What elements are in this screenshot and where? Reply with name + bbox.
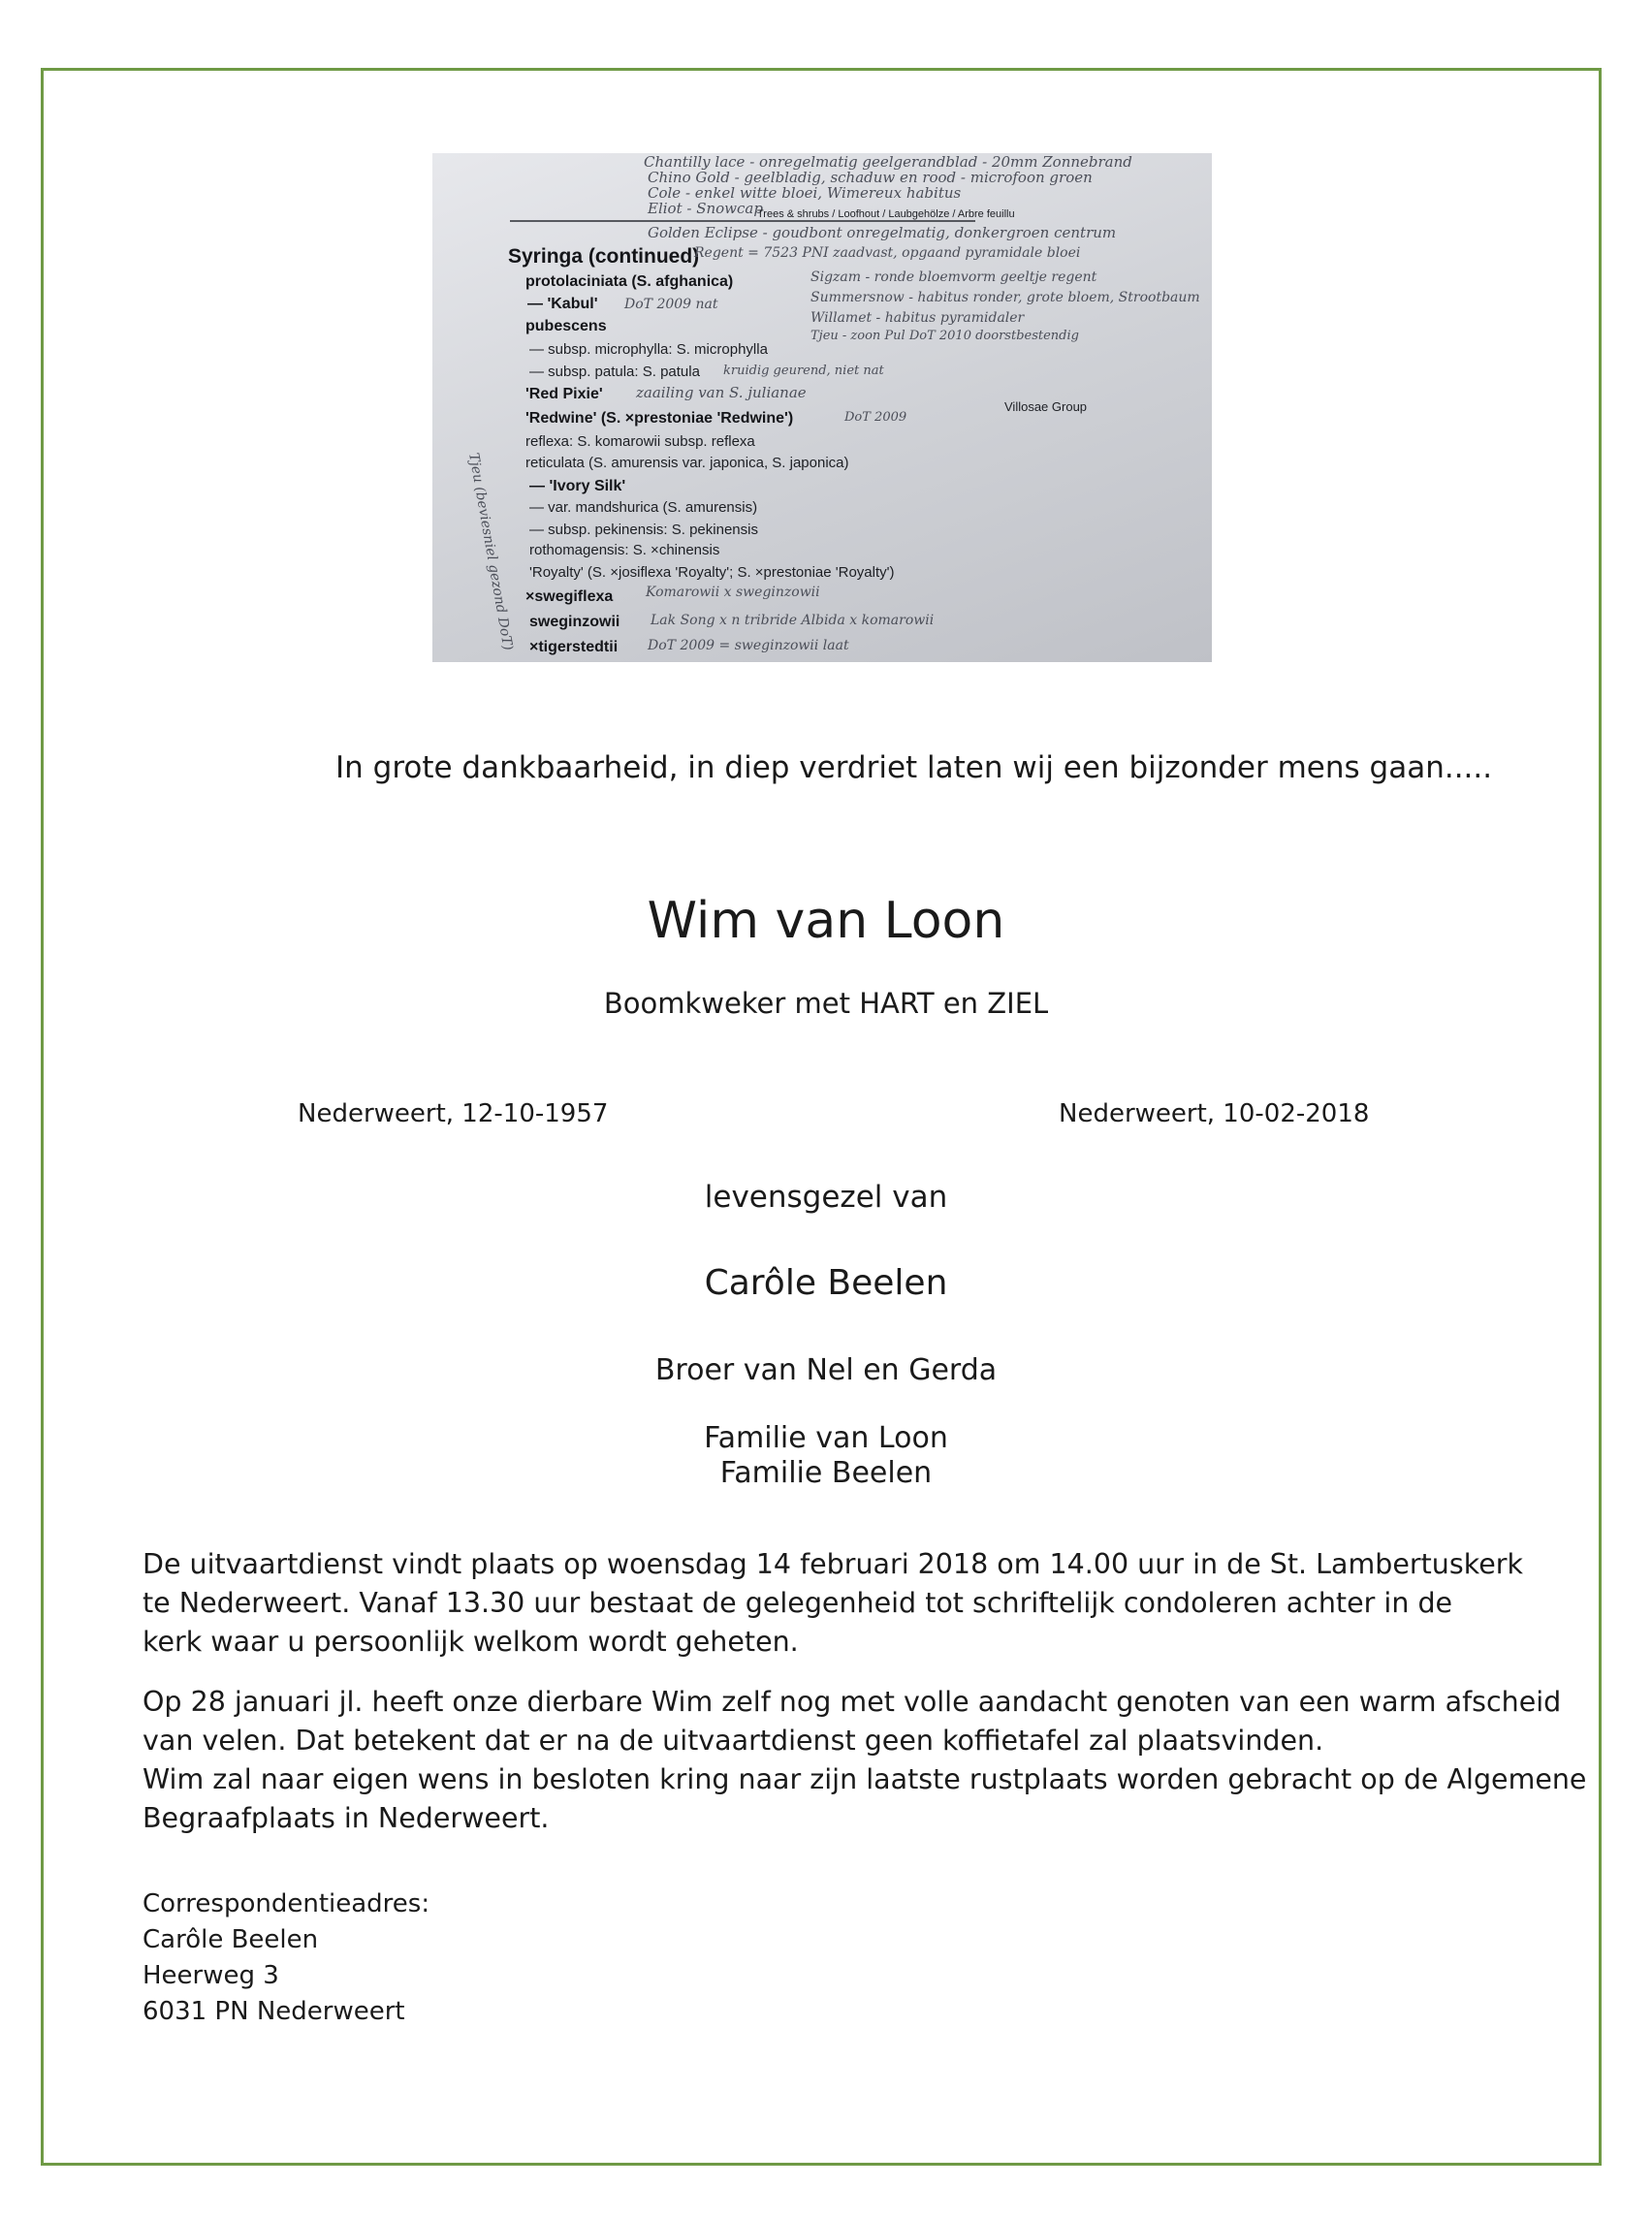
paragraph-line: kerk waar u persoonlijk welkom wordt geheten. <box>143 1626 799 1658</box>
photo-print-line: sweginzowii <box>529 614 620 630</box>
photo-print-line: 'Royalty' (S. ×josiflexa 'Royalty'; S. ×prestoniae 'Royalty') <box>529 564 895 581</box>
photo-handwriting-line: Cole - enkel witte bloei, Wimereux habitus <box>648 184 962 202</box>
photo-handwriting-line: Chino Gold - geelbladig, schaduw en rood - microfoon groen <box>648 169 1093 186</box>
photo-handwriting-line: Summersnow - habitus ronder, grote bloem, Strootbaum <box>810 290 1200 305</box>
photo-print-line: rothomagensis: S. ×chinensis <box>529 542 720 558</box>
farewell-paragraph <box>143 1683 1587 1838</box>
photo-print-group-label: Villosae Group <box>1004 399 1088 414</box>
photo-print-line: 'Red Pixie' <box>525 386 603 402</box>
photo-print-line: protolaciniata (S. afghanica) <box>525 273 734 290</box>
photo-handwriting-line: Lak Song x n tribride Albida x komarowii <box>651 613 935 628</box>
photo-handwriting-line: Eliot - Snowcap <box>648 200 763 217</box>
death-date: Nederweert, 10-02-2018 <box>1059 1099 1370 1128</box>
photo-handwriting-line: DoT 2009 = sweginzowii laat <box>648 638 849 653</box>
photo-handwriting-line: Regent = 7523 PNI zaadvast, opgaand pyramidale bloei <box>694 245 1081 261</box>
photo-handwriting-line: DoT 2009 <box>844 410 907 425</box>
correspondence-address <box>143 1886 429 2030</box>
photo-print-line: — subsp. microphylla: S. microphylla <box>529 341 768 358</box>
address-line: Heerweg 3 <box>143 1961 279 1990</box>
deceased-name: Wim van Loon <box>647 892 1005 950</box>
photo-print-line: — 'Kabul' <box>527 296 598 312</box>
photo-handwriting-line: Chantilly lace - onregelmatig geelgerandblad - 20mm Zonnebrand <box>644 153 1132 171</box>
paragraph-line: De uitvaartdienst vindt plaats op woensdag 14 februari 2018 om 14.00 uur in de St. Lambertuskerk <box>143 1548 1523 1580</box>
paragraph-line: Op 28 januari jl. heeft onze dierbare Wim zelf nog met volle aandacht genoten van een warm afscheid <box>143 1686 1562 1718</box>
photo-handwriting-line: Willamet - habitus pyramidaler <box>810 310 1025 326</box>
subtitle: Boomkweker met HART en ZIEL <box>603 987 1049 1020</box>
family-line: Familie van Loon <box>704 1421 948 1455</box>
paragraph-line: Begraafplaats in Nederweert. <box>143 1802 550 1834</box>
photo-handwriting-margin: Tjeu (beviesniel gezond DoT) <box>465 451 516 652</box>
address-line: Carôle Beelen <box>143 1925 319 1954</box>
paragraph-line: Wim zal naar eigen wens in besloten kring naar zijn laatste rustplaats worden gebracht op de Algemene <box>143 1763 1587 1795</box>
photo-print-line: — var. mandshurica (S. amurensis) <box>529 499 758 516</box>
service-paragraph <box>143 1545 1523 1662</box>
photo-print-line: — subsp. pekinensis: S. pekinensis <box>529 522 758 538</box>
address-line: 6031 PN Nederweert <box>143 1997 405 2026</box>
family-line: Familie Beelen <box>719 1456 933 1490</box>
intro-text: In grote dankbaarheid, in diep verdriet laten wij een bijzonder mens gaan..... <box>335 750 1493 785</box>
paragraph-line: te Nederweert. Vanaf 13.30 uur bestaat de gelegenheid tot schriftelijk condoleren achter in de <box>143 1587 1453 1619</box>
photo-print-line: reticulata (S. amurensis var. japonica, S. japonica) <box>525 455 849 471</box>
photo-handwriting-line: DoT 2009 nat <box>624 297 718 312</box>
photo-handwriting-line: Komarowii x sweginzowii <box>646 585 820 600</box>
birth-date: Nederweert, 12-10-1957 <box>298 1099 609 1128</box>
photo-print-line: — subsp. patula: S. patula <box>529 364 700 380</box>
photo-handwriting-line: zaailing van S. julianae <box>636 384 807 401</box>
photo-handwriting-line: kruidig geurend, niet nat <box>723 364 884 378</box>
photo-print-line: 'Redwine' (S. ×prestoniae 'Redwine') <box>525 410 794 427</box>
photo-handwriting-line: Sigzam - ronde bloemvorm geeltje regent <box>810 269 1097 285</box>
annotated-catalog-photo <box>432 153 1212 662</box>
photo-print-line: reflexa: S. komarowii subsp. reflexa <box>525 433 755 450</box>
photo-handwriting-line: Tjeu - zoon Pul DoT 2010 doorstbestendig <box>810 329 1079 343</box>
photo-print-header: Trees & shrubs / Loofhout / Laubgehölze / Arbre feuillu <box>757 208 1015 220</box>
photo-handwriting-line: Golden Eclipse - goudbont onregelmatig, donkergroen centrum <box>648 224 1117 241</box>
photo-print-line: — 'Ivory Silk' <box>529 478 626 494</box>
paragraph-line: van velen. Dat betekent dat er na de uitvaartdienst geen koffietafel zal plaatsvinden. <box>143 1725 1324 1757</box>
photo-print-line: pubescens <box>525 318 607 334</box>
address-line: Correspondentieadres: <box>143 1889 430 1918</box>
partner-label: levensgezel van <box>704 1180 948 1215</box>
photo-print-line: ×swegiflexa <box>525 588 614 605</box>
photo-print-line: ×tigerstedtii <box>529 639 619 655</box>
siblings: Broer van Nel en Gerda <box>654 1353 998 1387</box>
photo-print-line: Syringa (continued) <box>508 245 700 268</box>
partner-name: Carôle Beelen <box>704 1263 948 1303</box>
